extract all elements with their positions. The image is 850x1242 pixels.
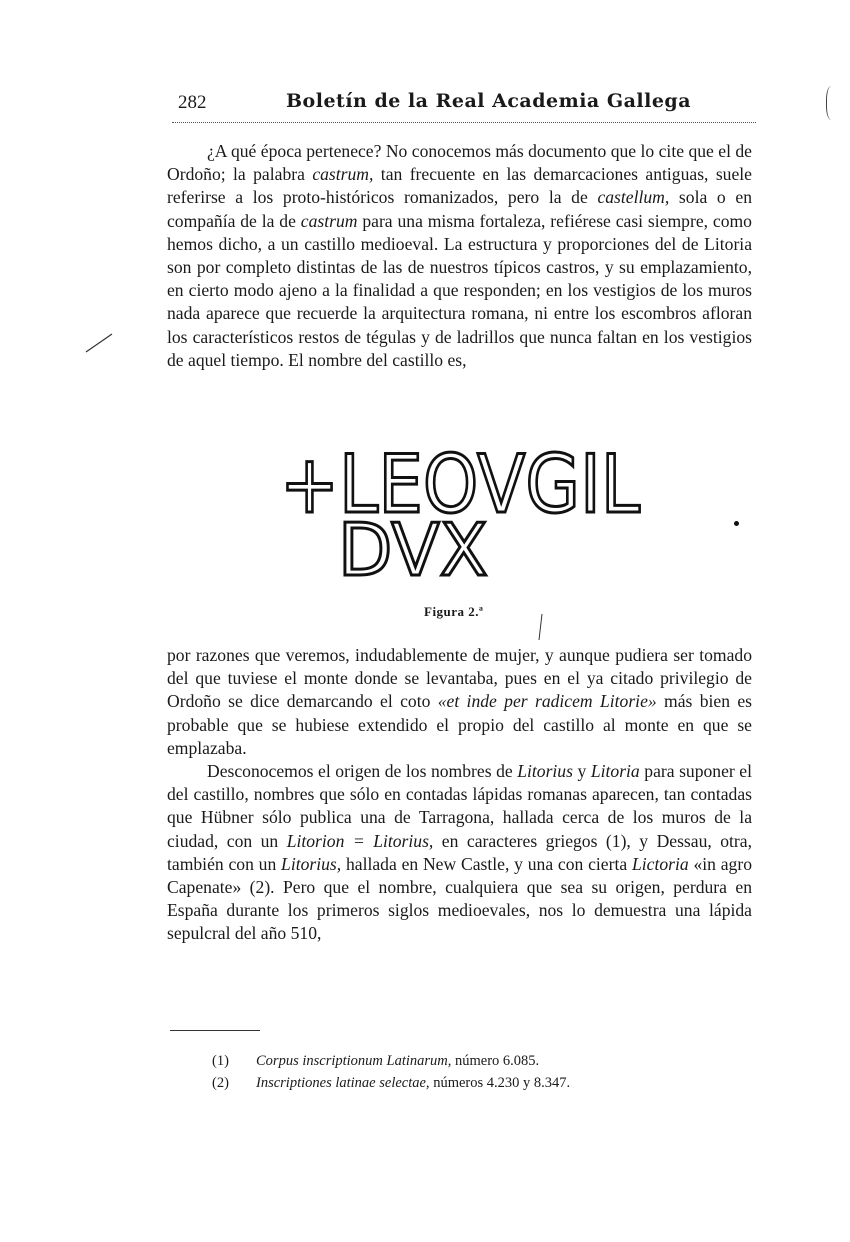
margin-stroke-mark bbox=[84, 330, 114, 356]
text-span: y bbox=[572, 761, 591, 782]
italic-term: castrum bbox=[300, 210, 358, 231]
paragraph-1-text bbox=[167, 140, 752, 372]
text-span: para una misma fortaleza, refiérese casi siempre, como hemos dicho, a un castillo medioeval. La estructura y proporciones del de Litoria son por completo distintas de las de nuestros típicos castros, y su emplazamiento, en cierto modo ajeno a la finalidad a que responden; en los vestigios de los muros nada aparece que recuerde la arquitectura romana, ni entre los escombros afloran los característicos restos de tégulas y de ladrillos que nunca faltan en los vestigios de aquel tiempo. El nombre del castillo es, bbox=[167, 210, 752, 370]
text-span: para suponer el del castillo, nombres que sólo en contadas lápidas romanas aparecen, tan contadas que Hübner sólo publica una de Tarragona, hallada cerca de los muros de la ciudad, con un bbox=[167, 761, 753, 851]
footnote-number: (1) bbox=[212, 1053, 229, 1069]
text-span: por razones que veremos, indudablemente de mujer, y aunque pudiera ser tomado del que tuviese el monte donde se levantaba, pues en el ya citado privilegio de Ordoño se dice demarcando el coto bbox=[167, 645, 752, 712]
italic-term: Litorion = Litorius, bbox=[286, 830, 434, 851]
inscription-line-1: +LEOVGIL bbox=[280, 438, 641, 531]
text-span: en caracteres griegos (1), y Dessau, otra, también con un bbox=[167, 830, 752, 874]
page-edge-bracket-mark bbox=[826, 86, 839, 120]
footnotes bbox=[212, 1050, 570, 1094]
italic-term: Litoria bbox=[590, 761, 640, 782]
text-span: más bien es probable que se hubiese extendido el propio del castillo al monte en que se emplazaba. bbox=[167, 691, 753, 758]
paragraph-3-text bbox=[167, 760, 752, 946]
paragraph-1 bbox=[167, 140, 752, 372]
inscription-line-2: DVX bbox=[338, 508, 488, 590]
figure-caption: Figura 2.ª bbox=[424, 604, 484, 619]
italic-term: castellum, bbox=[597, 187, 670, 208]
italic-term: Litorius bbox=[517, 761, 573, 782]
footnote-title: Inscriptiones latinae selectae, bbox=[256, 1075, 430, 1091]
footnote-1 bbox=[212, 1050, 570, 1072]
page-header bbox=[178, 92, 746, 122]
text-span: Desconocemos el origen de los nombres de bbox=[207, 761, 518, 782]
italic-term: Lictoria bbox=[631, 853, 689, 874]
text-span: sola o en compañía de la de bbox=[167, 187, 752, 231]
text-span: tan frecuente en las demarcaciones antiguas, suele referirse a los proto-históricos romanizados, pero la de bbox=[167, 164, 752, 208]
caption-stroke-mark bbox=[536, 612, 546, 642]
ink-dot-mark bbox=[734, 521, 739, 526]
text-span: hallada en New Castle, y una con cierta bbox=[341, 853, 632, 874]
footnote-title: Corpus inscriptionum Latinarum, bbox=[256, 1053, 452, 1069]
text-span: «in agro Capenate» (2). Pero que el nombre, cualquiera que sea su origen, perdura en España durante los primeros siglos medioevales, nos lo demuestra una lápida sepulcral del año 510, bbox=[167, 853, 752, 944]
italic-quote: «et inde per radicem Litorie» bbox=[437, 691, 657, 712]
footnote-rest: números 4.230 y 8.347. bbox=[429, 1075, 571, 1091]
page-number: 282 bbox=[178, 92, 207, 113]
italic-term: Litorius, bbox=[281, 853, 342, 874]
footnote-2 bbox=[212, 1072, 570, 1094]
footnote-rest: número 6.085. bbox=[451, 1053, 540, 1069]
text-span: ¿A qué época pertenece? No conocemos más documento que lo cite que el de Ordoño; la palabra bbox=[167, 141, 752, 185]
header-rule bbox=[172, 122, 756, 123]
running-title: Boletín de la Real Academia Gallega bbox=[286, 90, 692, 112]
footnote-rule bbox=[170, 1030, 260, 1031]
italic-term: castrum, bbox=[312, 164, 374, 185]
paragraph-2-text bbox=[167, 644, 752, 760]
footnote-number: (2) bbox=[212, 1075, 229, 1091]
paragraph-2-and-3 bbox=[167, 644, 752, 946]
inscription-figure bbox=[270, 430, 650, 590]
